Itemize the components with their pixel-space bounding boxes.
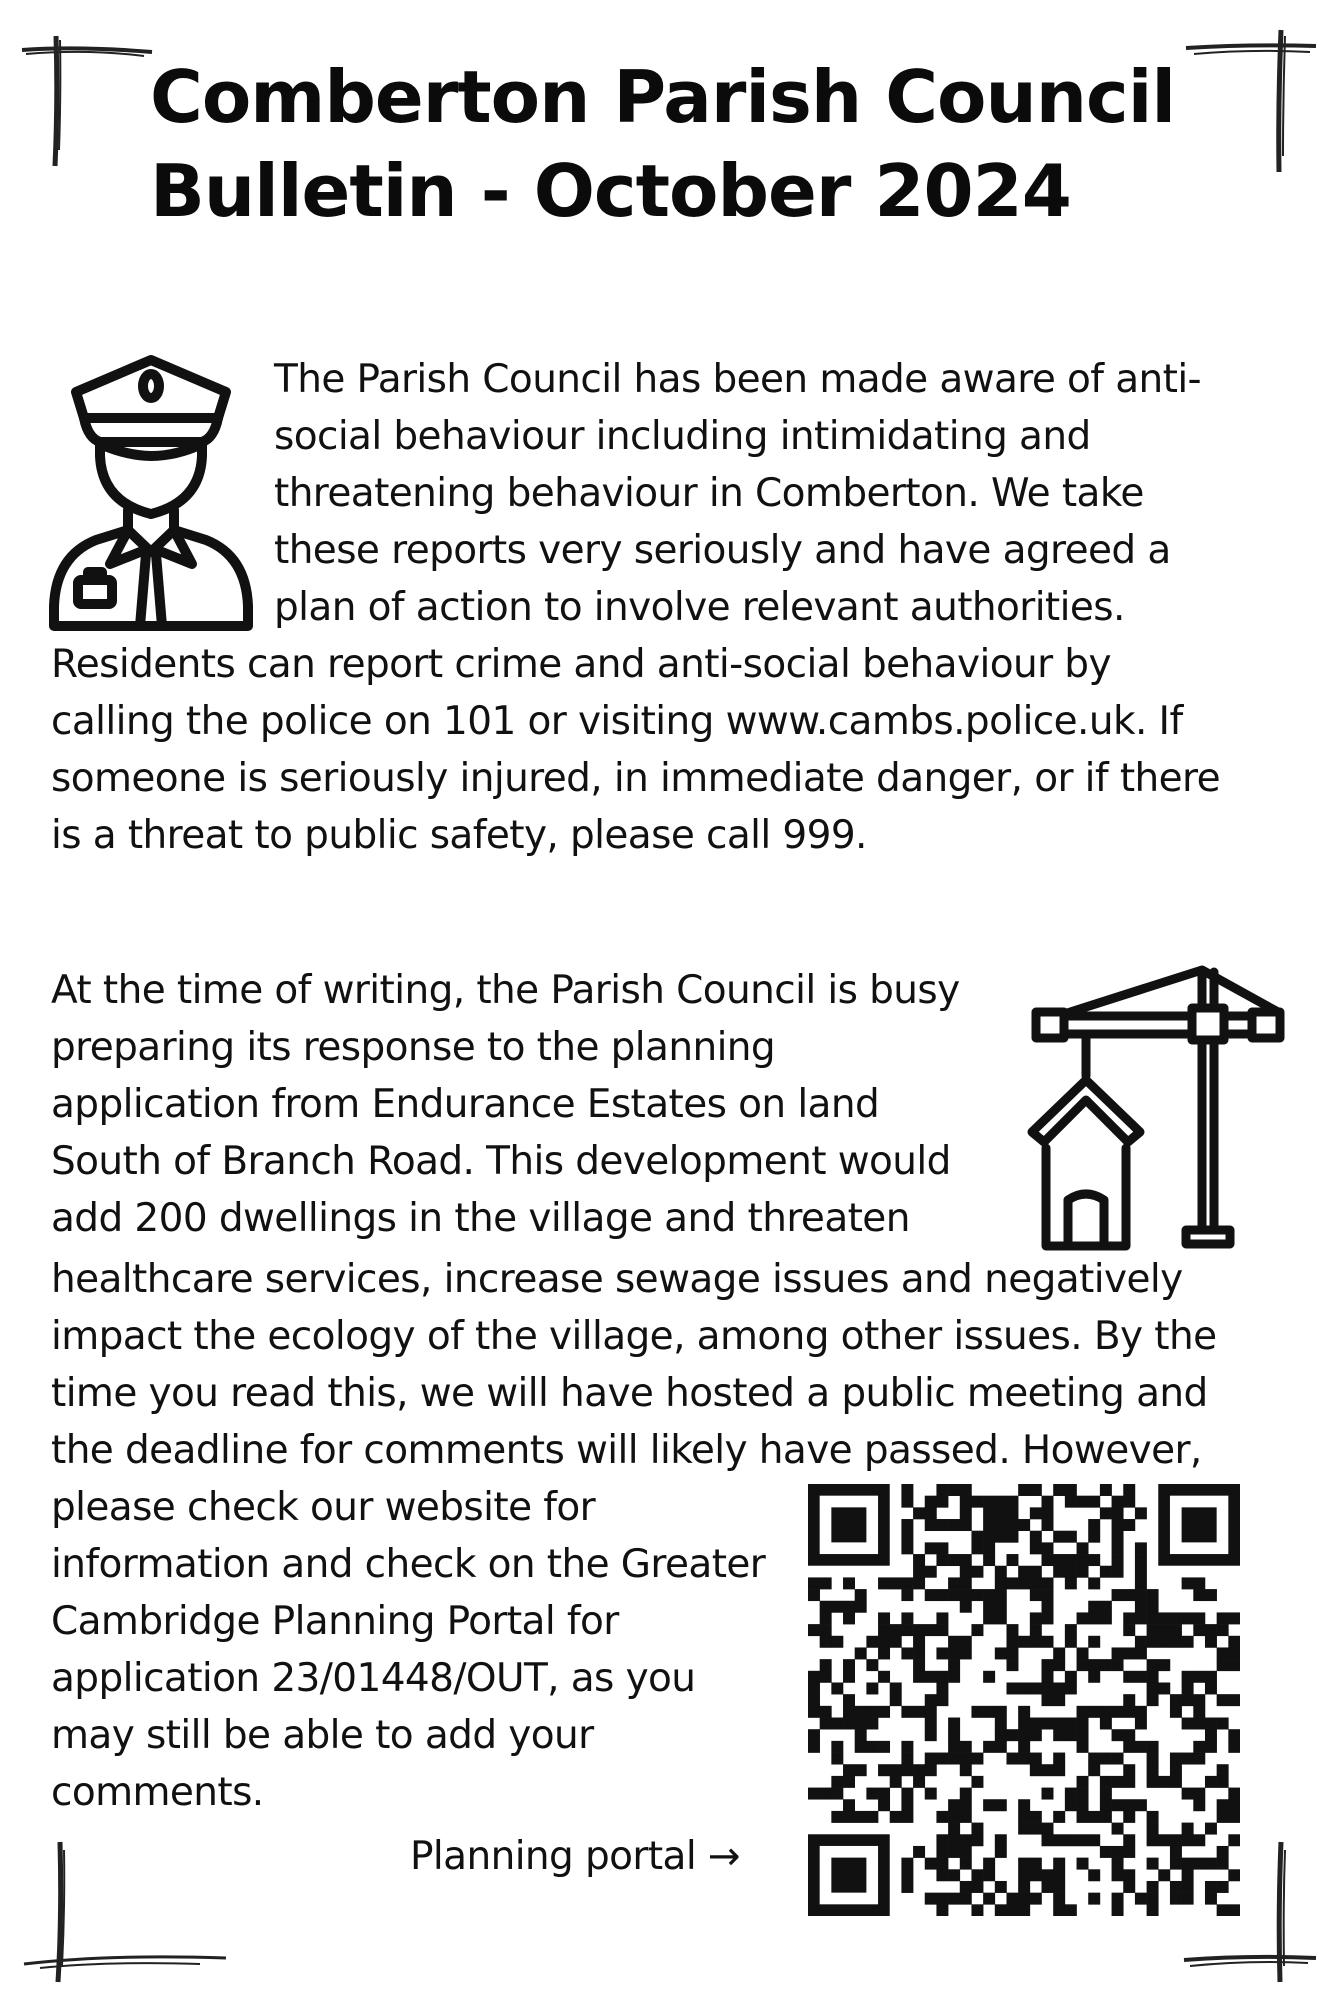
title-line-1: Comberton Parish Council (150, 55, 1176, 139)
police-text-line: is a threat to public safety, please call 999. (51, 813, 867, 858)
police-text-line: these reports very seriously and have agreed a (274, 528, 1171, 573)
planning-text-line: add 200 dwellings in the village and threaten (51, 1196, 910, 1241)
police-text-line: someone is seriously injured, in immediate danger, or if there (51, 756, 1221, 801)
planning-text-line: impact the ecology of the village, among other issues. By the (51, 1314, 1217, 1359)
police-text-line: Residents can report crime and anti-social behaviour by (51, 642, 1111, 687)
planning-text-line: application from Endurance Estates on land (51, 1082, 880, 1127)
planning-text-line: healthcare services, increase sewage issues and negatively (51, 1257, 1183, 1302)
title-line-2: Bulletin - October 2024 (150, 149, 1071, 233)
qr-code-icon[interactable] (808, 1484, 1240, 1916)
planning-text-line: At the time of writing, the Parish Council is busy (51, 968, 960, 1013)
police-text-line: threatening behaviour in Comberton. We take (274, 471, 1144, 516)
planning-text-line: may still be able to add your (51, 1713, 594, 1758)
planning-text-line: Cambridge Planning Portal for (51, 1599, 619, 1644)
planning-text-line: the deadline for comments will likely have passed. However, (51, 1428, 1202, 1473)
police-text-line: social behaviour including intimidating and (274, 414, 1091, 459)
police-text-line: The Parish Council has been made aware of anti- (274, 357, 1202, 402)
planning-text-line: preparing its response to the planning (51, 1025, 776, 1070)
police-text-line: plan of action to involve relevant authorities. (274, 585, 1125, 630)
police-text-line: calling the police on 101 or visiting www.cambs.police.uk. If (51, 699, 1183, 744)
planning-text-line: information and check on the Greater (51, 1542, 766, 1587)
planning-text-line: South of Branch Road. This development would (51, 1139, 951, 1184)
planning-text-line: application 23/01448/OUT, as you (51, 1656, 696, 1701)
planning-text-line: please check our website for (51, 1485, 596, 1530)
planning-text-line: comments. (51, 1770, 264, 1815)
planning-text-line: time you read this, we will have hosted a public meeting and (51, 1371, 1208, 1416)
planning-portal-label[interactable]: Planning portal → (410, 1834, 740, 1879)
